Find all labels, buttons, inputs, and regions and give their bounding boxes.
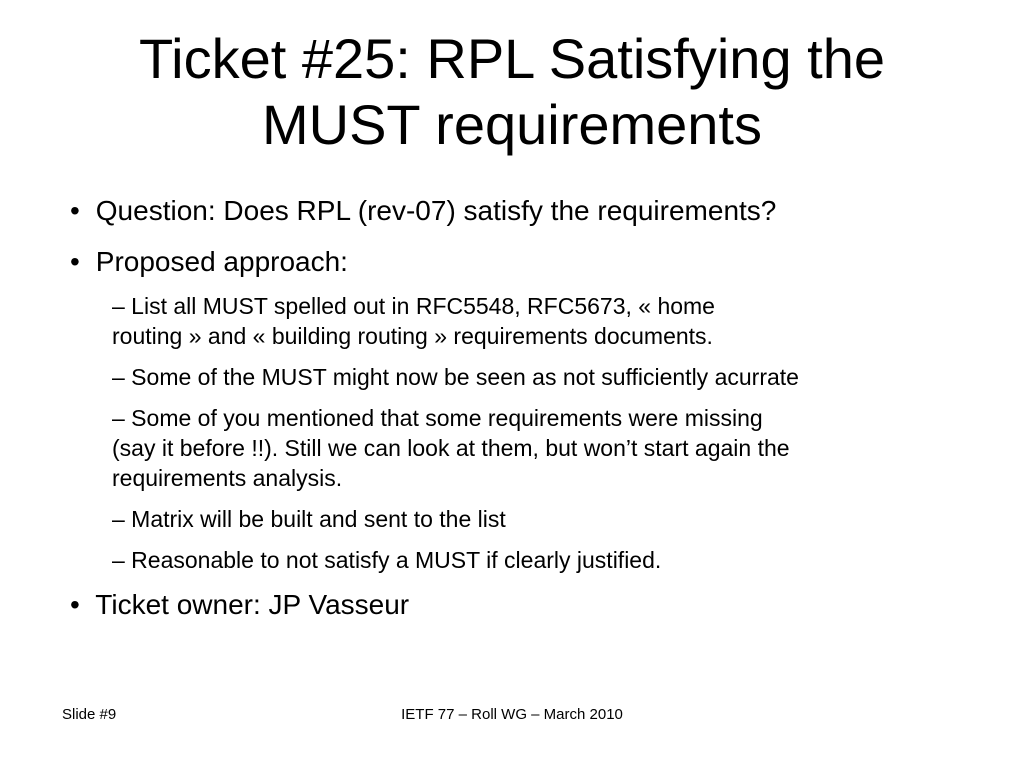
subitem-line: – Some of you mentioned that some requirements were missing (112, 405, 763, 431)
subitem-accuracy (112, 362, 972, 392)
subitem-line: (say it before !!). Still we can look at them, but won’t start again the (112, 435, 790, 461)
bullet-marker: • (70, 246, 80, 277)
bullet-marker: • (70, 195, 80, 226)
subitem-line: routing » and « building routing » requirements documents. (112, 323, 713, 349)
slide-title (40, 26, 984, 158)
bullet-ticket-owner (70, 587, 990, 623)
bullet-text: Proposed approach: (95, 246, 348, 277)
bullet-question (70, 193, 990, 229)
slide-title-line-1: Ticket #25: RPL Satisfying the (139, 27, 885, 90)
subitem-reasonable (112, 545, 972, 575)
subitem-matrix (112, 504, 972, 534)
subitem-line: requirements analysis. (112, 465, 343, 491)
proposed-approach-subitems (112, 291, 990, 575)
subitem-line: – Some of the MUST might now be seen as not sufficiently acurrate (112, 364, 799, 390)
subitem-missing-requirements (112, 403, 972, 493)
subitem-line: – Matrix will be built and sent to the list (112, 506, 506, 532)
bullet-proposed-approach (70, 244, 990, 280)
bullet-text: Ticket owner: JP Vasseur (95, 589, 410, 620)
slide-number: Slide #9 (62, 706, 117, 723)
bullet-text: Question: Does RPL (rev-07) satisfy the requirements? (95, 195, 777, 226)
slide-title-line-2: MUST requirements (261, 93, 762, 156)
subitem-list-must (112, 291, 972, 351)
slide-content (70, 193, 990, 638)
subitem-line: – Reasonable to not satisfy a MUST if clearly justified. (112, 547, 662, 573)
bullet-marker: • (70, 589, 80, 620)
subitem-line: – List all MUST spelled out in RFC5548, RFC5673, « home (112, 293, 715, 319)
footer-text: IETF 77 – Roll WG – March 2010 (401, 706, 623, 723)
